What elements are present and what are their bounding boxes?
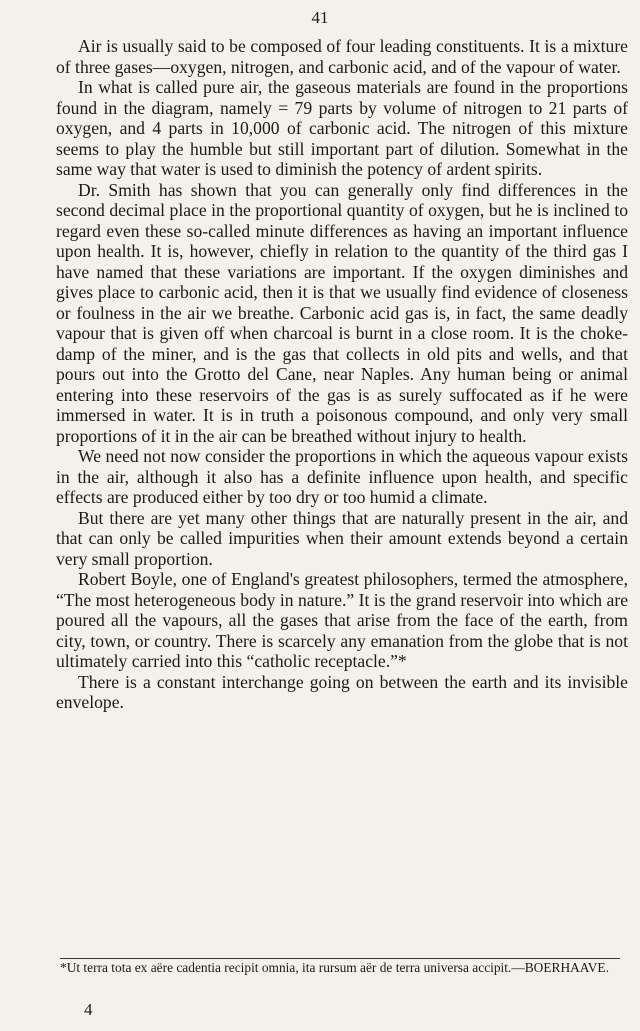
paragraph-7: There is a constant interchange going on between the earth and its invisible envelope. xyxy=(56,671,628,712)
body-text xyxy=(56,36,628,713)
footnote-divider xyxy=(60,958,620,959)
footnote-text: *Ut terra tota ex aëre cadentia recipit omnia, ita rursum aër de terra universa accipit.—BOERHAAVE. xyxy=(60,960,609,975)
page-number: 41 xyxy=(311,8,329,27)
signature-mark: 4 xyxy=(84,1000,93,1019)
paragraph-6: Robert Boyle, one of England's greatest philosophers, termed the atmosphere, “The most heterogeneous body in nature.” It is the grand reservoir into which are poured all the vapours, all the gases that arise from the face of the earth, from city, town, or country. There is scarcely any emanation from the globe that is not ultimately carried into this “catholic receptacle.”* xyxy=(56,569,628,671)
paragraph-3: Dr. Smith has shown that you can generally only find differences in the second decimal place in the proportional quantity of oxygen, but he is inclined to regard even these so-called minute differences as having an important influence upon health. It is, however, chiefly in relation to the quantity of the third gas I have named that these variations are important. If the oxygen diminishes and gives place to carbonic acid, then it is that we usually find evidence of closeness or foulness in the air we breathe. Carbonic acid gas is, in fact, the same deadly vapour that is given off when charcoal is burnt in a close room. It is the choke-damp of the miner, and is the gas that collects in old pits and wells, and that pours out into the Grotto del Cane, near Naples. Any human being or animal entering into these reservoirs of the gas is as surely suffocated as if he were immersed in water. It is in truth a poisonous compound, and only very small proportions of it in the air can be breathed without injury to health. xyxy=(56,179,628,446)
footnote xyxy=(60,960,626,976)
paragraph-5: But there are yet many other things that are naturally present in the air, and that can only be called impurities when their amount extends beyond a certain very small proportion. xyxy=(56,507,628,569)
paragraph-1: Air is usually said to be composed of four leading constituents. It is a mixture of three gases—oxygen, nitrogen, and carbonic acid, and of the vapour of water. xyxy=(56,36,628,77)
paragraph-2: In what is called pure air, the gaseous materials are found in the proportions found in the diagram, namely = 79 parts by volume of nitrogen to 21 parts of oxygen, and 4 parts in 10,000 of carbonic acid. The nitrogen of this mixture seems to play the humble but still important part of dilution. Somewhat in the same way that water is used to diminish the potency of ardent spirits. xyxy=(56,77,628,179)
paragraph-4: We need not now consider the proportions in which the aqueous vapour exists in the air, although it also has a definite influence upon health, and specific effects are produced either by too dry or too humid a climate. xyxy=(56,446,628,507)
